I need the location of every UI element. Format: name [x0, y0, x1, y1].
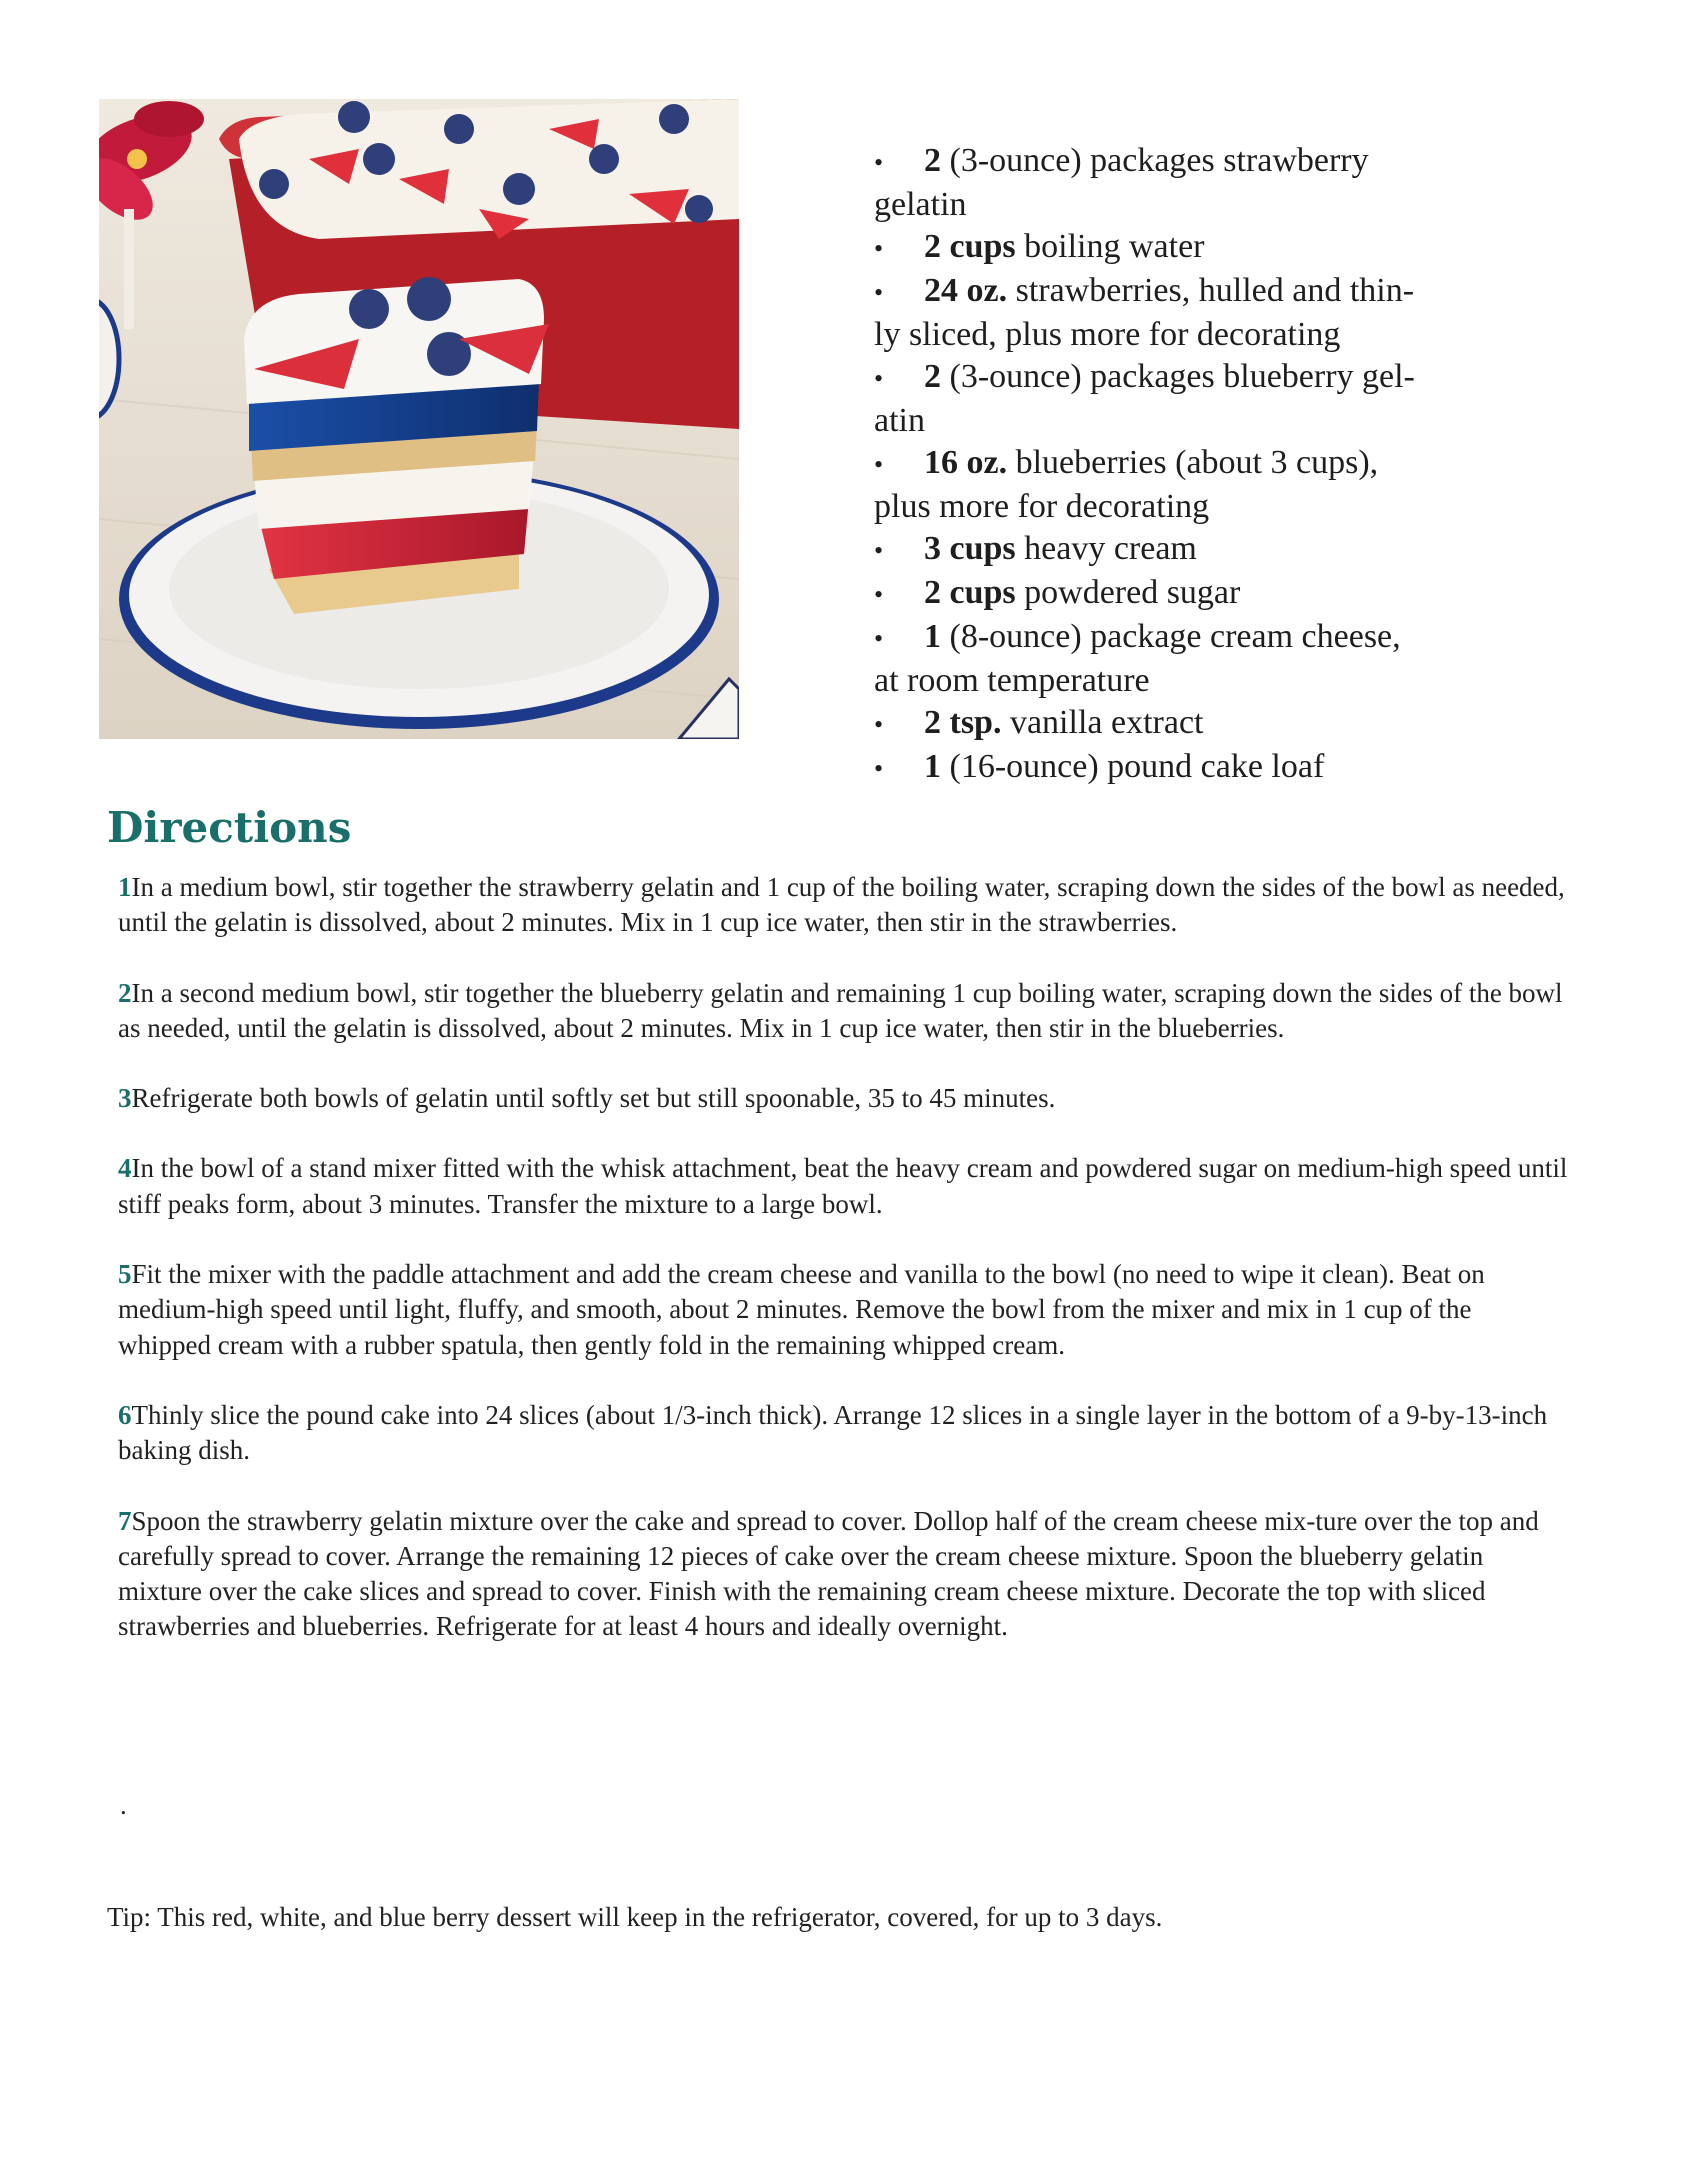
bullet-icon: • [874, 234, 884, 263]
ingredient-text: heavy cream [1015, 530, 1197, 567]
direction-step [118, 1504, 1568, 1645]
step-number: 2 [118, 977, 132, 1008]
step-number: 3 [118, 1083, 132, 1114]
ingredient-text: (8-ounce) package cream cheese, [941, 618, 1401, 655]
dessert-slice [244, 277, 549, 614]
bullet-icon: • [874, 278, 884, 307]
direction-step [118, 1398, 1568, 1469]
step-text: Refrigerate both bowls of gelatin until softly set but still spoonable, 35 to 45 minutes. [131, 1083, 1056, 1114]
dessert-photo [99, 99, 739, 739]
ingredient-item [874, 442, 1494, 528]
ingredient-item [874, 616, 1494, 702]
direction-step [118, 976, 1568, 1047]
ingredient-qty: 2 tsp. [924, 704, 1002, 741]
ingredient-qty: 1 [924, 748, 941, 785]
step-number: 4 [118, 1153, 132, 1184]
ingredient-text: (16-ounce) pound cake loaf [941, 748, 1325, 785]
direction-step [118, 870, 1568, 941]
ingredient-qty: 2 [924, 142, 941, 179]
ingredient-qty: 1 [924, 618, 941, 655]
bullet-icon: • [874, 580, 884, 609]
ingredient-qty: 3 cups [924, 530, 1016, 567]
bullet-icon: • [874, 148, 884, 177]
step-text: Fit the mixer with the paddle attachment and add the cream cheese and vanilla to the bowl (no need to wipe it clean). Beat on medium-high speed until light, fluffy, and smooth, about 2 minutes. Remove the bowl from the mixer and mix in 1 cup of the whipped cream with a rubber spatula, then gently fold in the remaining whipped cream. [118, 1259, 1485, 1360]
bullet-icon: • [874, 364, 884, 393]
ingredient-text: vanilla extract [1001, 704, 1204, 741]
ingredient-cont: ly sliced, plus more for decorating [874, 316, 1341, 353]
ingredient-cont: gelatin [874, 186, 967, 223]
ingredient-cont: atin [874, 402, 925, 439]
ingredient-cont: plus more for decorating [874, 488, 1210, 525]
bullet-icon: • [874, 754, 884, 783]
ingredient-text: boiling water [1015, 228, 1205, 265]
ingredient-item [874, 270, 1494, 356]
ingredient-item [874, 746, 1494, 790]
ingredient-qty: 2 cups [924, 228, 1016, 265]
dessert-photo-illustration [99, 99, 739, 739]
ingredient-text: blueberries (about 3 cups), [1007, 444, 1379, 481]
ingredient-item [874, 226, 1494, 270]
directions-steps [118, 870, 1568, 1680]
step-text: Spoon the strawberry gelatin mixture over the cake and spread to cover. Dollop half of the cream cheese mix-ture over the top and carefully spread to cover. Arrange the remaining 12 pieces of cake over the cream cheese mixture. Spoon the blueberry gelatin mixture over the cake slices and spread to cover. Finish with the remaining cream cheese mixture. Decorate the top with sliced strawberries and blueberries. Refrigerate for at least 4 hours and ideally overnight. [118, 1505, 1539, 1642]
step-text: Thinly slice the pound cake into 24 slices (about 1/3-inch thick). Arrange 12 slices in a single layer in the bottom of a 9-by-13-inch baking dish. [118, 1399, 1548, 1466]
ingredient-qty: 16 oz. [924, 444, 1008, 481]
step-number: 6 [118, 1399, 132, 1430]
ingredient-qty: 2 [924, 358, 941, 395]
direction-step [118, 1081, 1568, 1116]
trailing-mark: . [120, 1790, 127, 1820]
direction-step [118, 1151, 1568, 1222]
bullet-icon: • [874, 536, 884, 565]
direction-step [118, 1257, 1568, 1363]
ingredient-text: (3-ounce) packages strawberry [941, 142, 1369, 179]
bullet-icon: • [874, 450, 884, 479]
ingredient-item [874, 702, 1494, 746]
step-number: 5 [118, 1259, 132, 1290]
step-text: In the bowl of a stand mixer fitted with the whisk attachment, beat the heavy cream and powdered sugar on medium-high speed until stiff peaks form, about 3 minutes. Transfer the mixture to a large bowl. [118, 1153, 1568, 1219]
ingredient-text: strawberries, hulled and thin- [1007, 272, 1415, 309]
ingredient-cont: at room temperature [874, 662, 1150, 699]
ingredient-text: powdered sugar [1015, 574, 1241, 611]
bullet-icon: • [874, 624, 884, 653]
step-number: 7 [118, 1505, 132, 1536]
ingredient-item [874, 528, 1494, 572]
ingredient-item [874, 356, 1494, 442]
ingredients-list [874, 140, 1494, 790]
ingredient-qty: 2 cups [924, 574, 1016, 611]
ingredient-item [874, 140, 1494, 226]
ingredient-text: (3-ounce) packages blueberry gel- [941, 358, 1415, 395]
bullet-icon: • [874, 710, 884, 739]
ingredient-item [874, 572, 1494, 616]
tip-text: Tip: This red, white, and blue berry dessert will keep in the refrigerator, covered, for up to 3 days. [107, 1902, 1163, 1932]
ingredient-qty: 24 oz. [924, 272, 1008, 309]
step-text: In a medium bowl, stir together the strawberry gelatin and 1 cup of the boiling water, scraping down the sides of the bowl as needed, until the gelatin is dissolved, about 2 minutes. Mix in 1 cup ice water, then stir in the strawberries. [118, 872, 1565, 938]
step-text: In a second medium bowl, stir together the blueberry gelatin and remaining 1 cup boiling water, scraping down the sides of the bowl as needed, until the gelatin is dissolved, about 2 minutes. Mix in 1 cup ice water, then stir in the blueberries. [118, 977, 1563, 1043]
directions-heading: Directions [107, 803, 352, 852]
step-number: 1 [118, 872, 132, 902]
